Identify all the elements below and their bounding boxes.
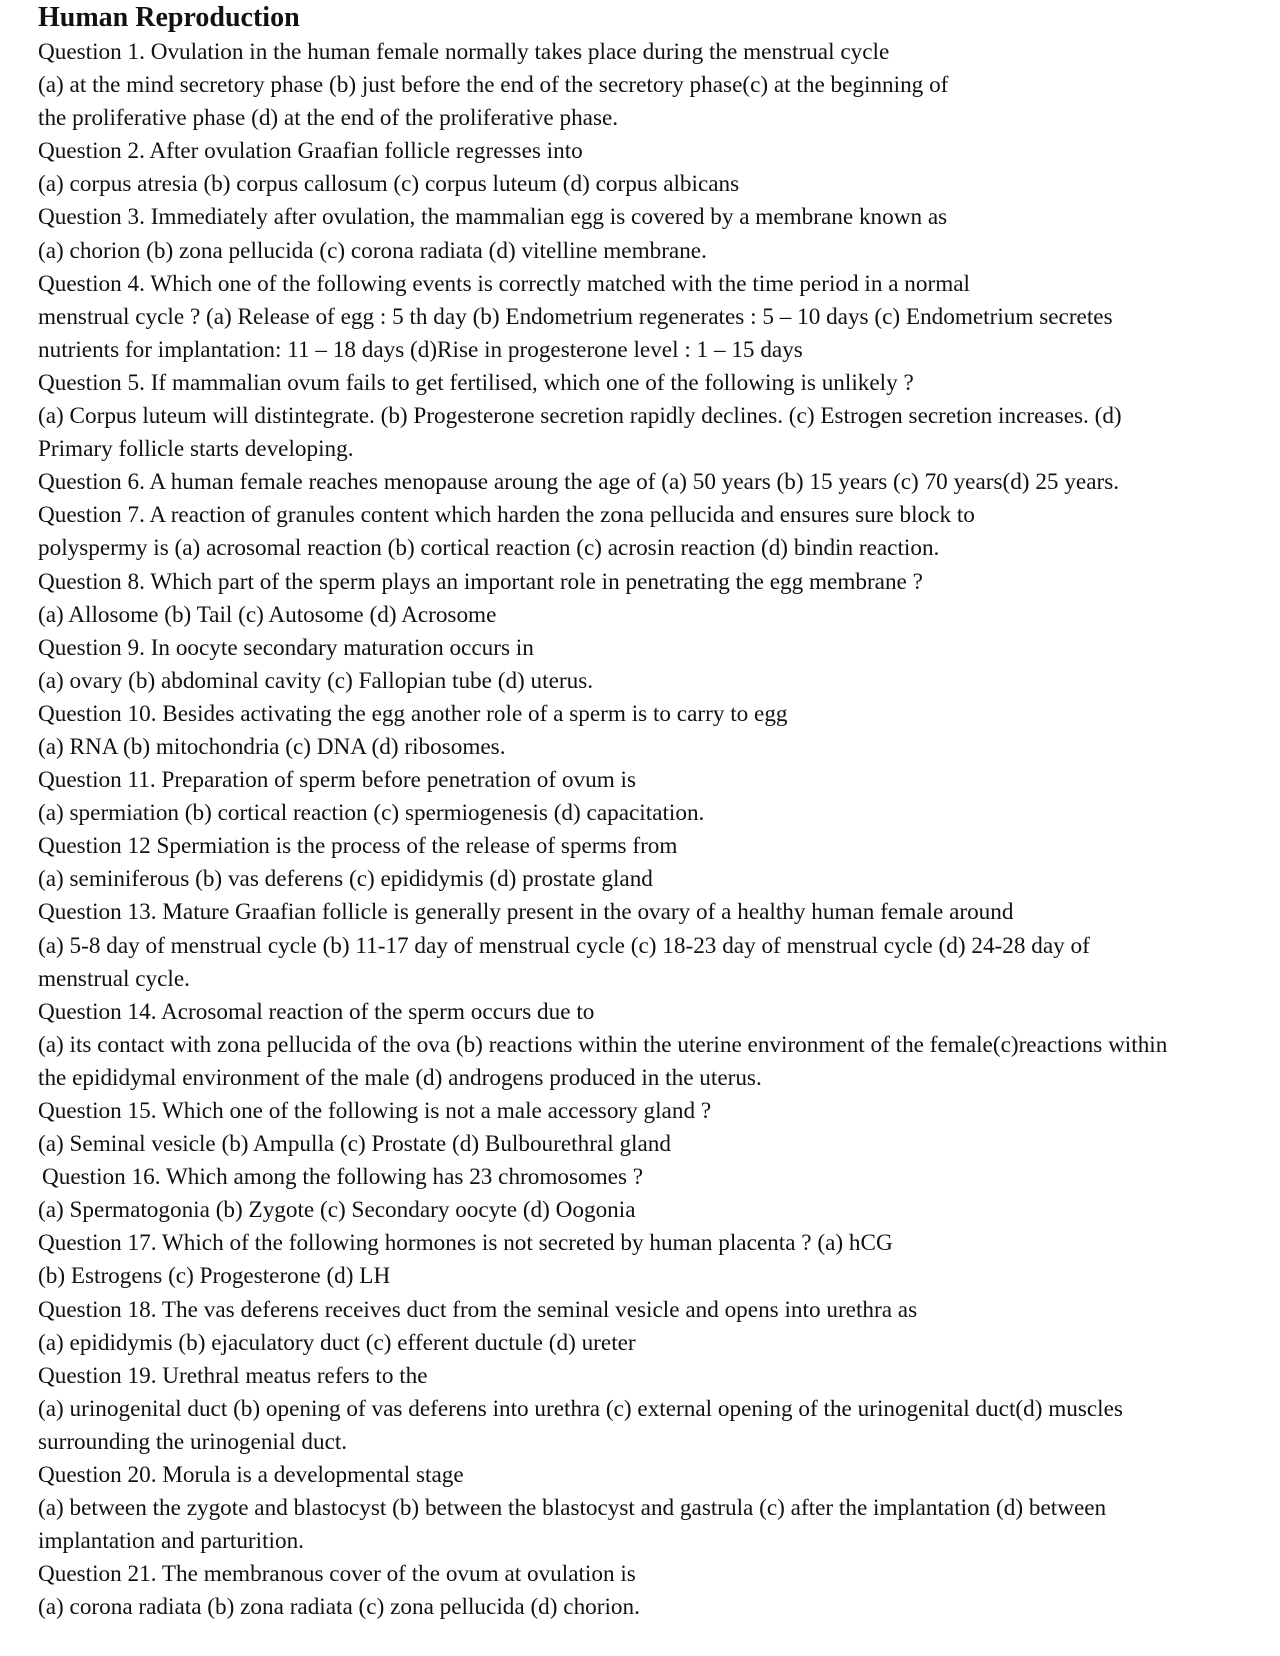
- text-line: (b) Estrogens (c) Progesterone (d) LH: [38, 1263, 391, 1290]
- text-line: (a) corona radiata (b) zona radiata (c) zona pellucida (d) chorion.: [38, 1594, 640, 1621]
- text-line: Question 18. The vas deferens receives duct from the seminal vesicle and opens into urethra as: [38, 1296, 918, 1323]
- text-line: (a) spermiation (b) cortical reaction (c) spermiogenesis (d) capacitation.: [38, 800, 705, 827]
- text-line: Question 16. Which among the following has 23 chromosomes ?: [42, 1164, 644, 1191]
- text-line: the epididymal environment of the male (d) androgens produced in the uterus.: [38, 1064, 762, 1091]
- text-line: menstrual cycle.: [38, 965, 190, 992]
- text-line: (a) corpus atresia (b) corpus callosum (c) corpus luteum (d) corpus albicans: [38, 171, 740, 198]
- text-line: Question 4. Which one of the following events is correctly matched with the time period in a normal: [38, 270, 970, 297]
- text-line: Question 6. A human female reaches menopause aroung the age of (a) 50 years (b) 15 years (c) 70 years(d) 25 years.: [38, 469, 1120, 496]
- text-line: implantation and parturition.: [38, 1528, 304, 1555]
- text-line: Question 11. Preparation of sperm before penetration of ovum is: [38, 767, 636, 794]
- question-list: [38, 36, 1264, 1625]
- page-title: Human Reproduction: [38, 2, 300, 33]
- text-line: Question 17. Which of the following hormones is not secreted by human placenta ? (a) hCG: [38, 1230, 893, 1257]
- text-line: Primary follicle starts developing.: [38, 436, 354, 463]
- text-line: Question 12 Spermiation is the process of the release of sperms from: [38, 833, 678, 860]
- text-line: Question 1. Ovulation in the human female normally takes place during the menstrual cycle: [38, 39, 890, 65]
- text-line: menstrual cycle ? (a) Release of egg : 5 th day (b) Endometrium regenerates : 5 – 10 days (c) Endometrium secretes: [38, 303, 1113, 330]
- text-line: (a) seminiferous (b) vas deferens (c) epididymis (d) prostate gland: [38, 866, 653, 893]
- text-line: Question 19. Urethral meatus refers to the: [38, 1362, 428, 1389]
- text-line: (a) Allosome (b) Tail (c) Autosome (d) Acrosome: [38, 601, 497, 628]
- text-line: nutrients for implantation: 11 – 18 days (d)Rise in progesterone level : 1 – 15 days: [38, 336, 803, 363]
- text-line: (a) Seminal vesicle (b) Ampulla (c) Prostate (d) Bulbourethral gland: [38, 1131, 671, 1158]
- text-line: (a) 5-8 day of menstrual cycle (b) 11-17 day of menstrual cycle (c) 18-23 day of menstrual cycle (d) 24-28 day of: [38, 932, 1090, 959]
- text-line: (a) RNA (b) mitochondria (c) DNA (d) ribosomes.: [38, 733, 506, 760]
- text-line: Question 7. A reaction of granules content which harden the zona pellucida and ensures sure block to: [38, 502, 975, 529]
- text-line: (a) urinogenital duct (b) opening of vas deferens into urethra (c) external opening of the urinogenital duct(d) muscles: [38, 1395, 1123, 1422]
- text-line: Question 13. Mature Graafian follicle is generally present in the ovary of a healthy human female around: [38, 899, 1014, 926]
- text-line: (a) at the mind secretory phase (b) just before the end of the secretory phase(c) at the beginning of: [38, 72, 949, 99]
- text-line: (a) epididymis (b) ejaculatory duct (c) efferent ductule (d) ureter: [38, 1329, 636, 1356]
- text-line: (a) between the zygote and blastocyst (b) between the blastocyst and gastrula (c) after the implantation (d) between: [38, 1495, 1107, 1522]
- text-line: (a) chorion (b) zona pellucida (c) corona radiata (d) vitelline membrane.: [38, 237, 707, 264]
- text-line: Question 3. Immediately after ovulation, the mammalian egg is covered by a membrane known as: [38, 204, 948, 231]
- text-line: surrounding the urinogenial duct.: [38, 1428, 348, 1455]
- text-line: Question 5. If mammalian ovum fails to get fertilised, which one of the following is unlikely ?: [38, 369, 914, 396]
- text-line: Question 8. Which part of the sperm plays an important role in penetrating the egg membrane ?: [38, 568, 923, 595]
- text-line: Question 2. After ovulation Graafian follicle regresses into: [38, 138, 583, 165]
- text-line: Question 21. The membranous cover of the ovum at ovulation is: [38, 1561, 636, 1588]
- text-line: Question 20. Morula is a developmental stage: [38, 1462, 464, 1489]
- text-line: polyspermy is (a) acrosomal reaction (b) cortical reaction (c) acrosin reaction (d) bindin reaction.: [38, 535, 940, 562]
- text-line: (a) its contact with zona pellucida of the ova (b) reactions within the uterine environment of the female(c)reactions within: [38, 1031, 1168, 1058]
- text-line: Question 10. Besides activating the egg another role of a sperm is to carry to egg: [38, 700, 788, 727]
- document-page: [38, 0, 1264, 1625]
- text-line: Question 9. In oocyte secondary maturation occurs in: [38, 634, 534, 661]
- text-line: the proliferative phase (d) at the end of the proliferative phase.: [38, 105, 619, 132]
- text-line: Question 14. Acrosomal reaction of the sperm occurs due to: [38, 998, 595, 1025]
- text-line: (a) Corpus luteum will distintegrate. (b) Progesterone secretion rapidly declines. (c) Estrogen secretion increases. (d): [38, 403, 1122, 430]
- text-line: (a) Spermatogonia (b) Zygote (c) Secondary oocyte (d) Oogonia: [38, 1197, 636, 1224]
- text-line: (a) ovary (b) abdominal cavity (c) Fallopian tube (d) uterus.: [38, 667, 594, 694]
- text-line: Question 15. Which one of the following is not a male accessory gland ?: [38, 1098, 712, 1124]
